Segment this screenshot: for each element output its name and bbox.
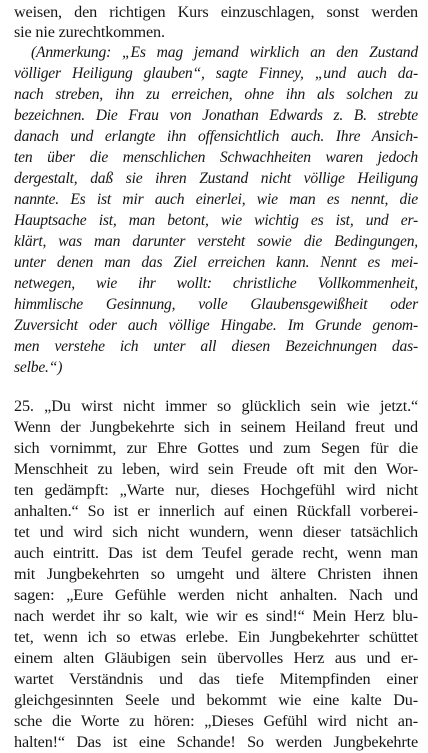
section-25-line-1: 25. „Du wirst nicht immer so glücklich sein wie jetzt.“ (14, 397, 418, 415)
intro-line-1: weisen, den richtigen Kurs einzuschlagen, sonst werden (14, 3, 418, 21)
note-line-2: völliger Heiligung glauben“, sagte Finney, „und auch da- (14, 65, 418, 82)
section-25-line-14: wartet Verständnis und das tiefe Mitempfinden einer (14, 670, 418, 688)
note-line-7: dergestalt, daß sie ihren Zustand nicht völlige Heiligung (14, 170, 418, 187)
section-25-line-13: einem alten Gläubigen sein übervolles Herz aus und er- (14, 649, 418, 667)
section-25-line-8: auch eintritt. Das ist dem Teufel gerade recht, wenn man (14, 544, 418, 562)
note-line-15: men verstehe ich unter all diesen Bezeichnungen das- (14, 338, 418, 355)
note-line-16: selbe.“) (14, 359, 63, 376)
note-line-6: ten über die menschlichen Schwachheiten waren jedoch (14, 149, 418, 166)
note-line-4: bezeichnen. Die Frau von Jonathan Edwards z. B. strebte (14, 107, 418, 124)
note-line-11: unter denen man das Ziel erreichen kann. Nennt es mei- (14, 254, 418, 271)
section-25-line-3: sich vornimmt, zur Ehre Gottes und zum Segen für die (14, 439, 418, 457)
section-25-line-11: nach werdet ihr so kalt, wie wir es sind!“ Mein Herz blu- (14, 607, 418, 625)
section-25-line-16: sche die Worte zu hören: „Dieses Gefühl wird nicht an- (14, 712, 418, 730)
section-25-line-6: anhalten.“ So ist er innerlich auf einen Rückfall vorberei- (14, 502, 418, 520)
note-line-13: himmlische Gesinnung, volle Glaubensgewißheit oder (14, 296, 418, 313)
section-25-line-4: Menschheit zu leben, wird sein Freude oft mit den Wor- (14, 460, 418, 478)
note-line-8: nannte. Es ist mir auch einerlei, wie man es nennt, die (14, 191, 418, 208)
intro-line-2: sie nie zurechtkommen. (14, 23, 165, 41)
section-25-line-12: tet, wenn ich so etwas erlebe. Ein Jungbekehrter schüttet (14, 628, 418, 646)
section-25-line-9: mit Jungbekehrten so umgeht und ältere Christen ihnen (14, 565, 418, 583)
section-25-line-15: gleichgesinnten Seele und bekommt wie eine kalte Du- (14, 691, 418, 709)
section-25-line-17: halten!“ Das ist eine Schande! So werden Jungbekehrte (14, 733, 418, 751)
note-line-12: netwegen, wie ihr wollt: christliche Vollkommenheit, (14, 275, 418, 292)
note-line-14: Zuversicht oder auch völlige Hingabe. Im Grunde genom- (14, 317, 418, 334)
note-line-1: (Anmerkung: „Es mag jemand wirklich an den Zustand (31, 44, 418, 61)
section-25-line-5: ten gedämpft: „Warte nur, dieses Hochgefühl wird nicht (14, 481, 418, 499)
note-line-9: Hauptsache ist, man betont, wie wichtig es ist, und er- (14, 212, 418, 229)
note-line-3: nach streben, ihn zu erreichen, ohne ihn als solchen zu (14, 86, 418, 103)
section-25-line-7: tet und wird sich nicht wundern, wenn dieser tatsächlich (14, 523, 418, 541)
section-25-line-2: Wenn der Jungbekehrte sich in seinem Heiland freut und (14, 418, 418, 436)
section-25-line-10: sagen: „Eure Gefühle werden nicht anhalten. Nach und (14, 586, 418, 604)
note-line-5: danach und erlangte ihn offensichtlich auch. Ihre Ansich- (14, 128, 418, 145)
note-line-10: klärt, was man darunter versteht sowie die Bedingungen, (14, 233, 418, 250)
